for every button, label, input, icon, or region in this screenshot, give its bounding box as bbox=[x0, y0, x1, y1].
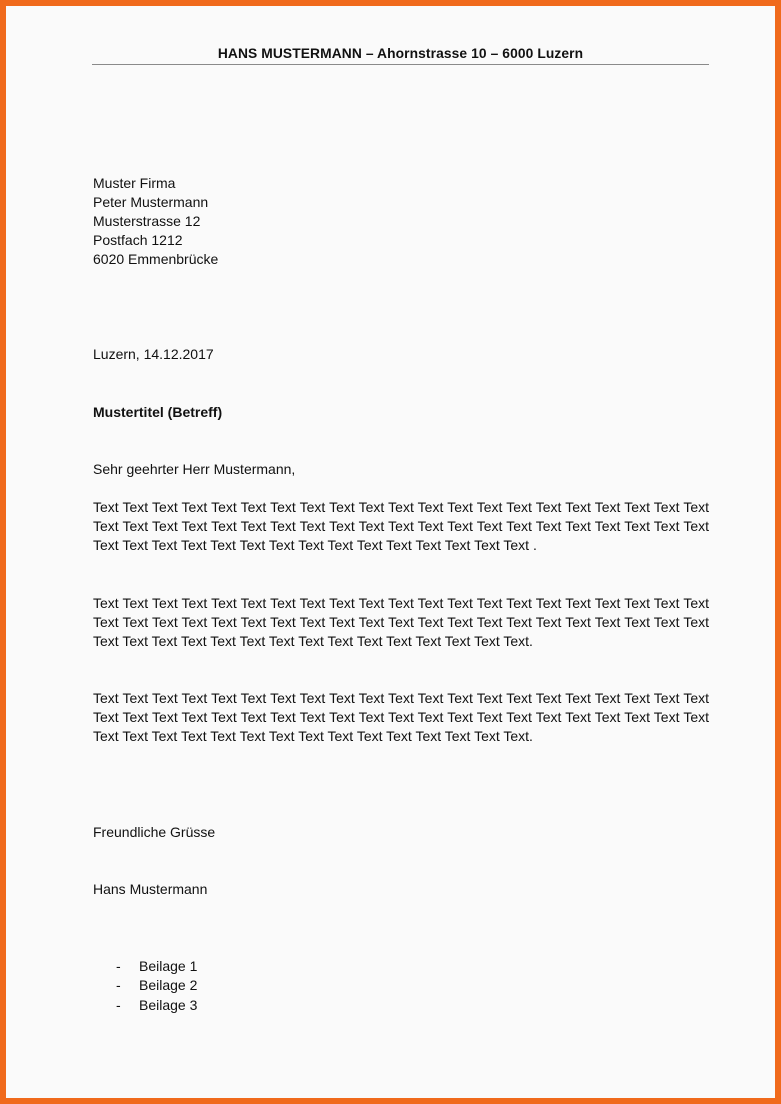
list-dash: - bbox=[116, 958, 121, 974]
body-paragraph: Text Text Text Text Text Text Text Text Text Text Text Text Text Text Text Text Text Text Text Text Text Text Text Text Text Text Text Text Text Text Text Text Text Text Text Text Text Text Text Text Text Text Text Text Text Text Text Text Text Text Text Text Text Text Text Text Text. bbox=[93, 690, 709, 744]
recipient-city: 6020 Emmenbrücke bbox=[93, 251, 219, 267]
enclosure-item bbox=[116, 976, 197, 995]
recipient-po-box: Postfach 1212 bbox=[93, 232, 183, 248]
recipient-person: Peter Mustermann bbox=[93, 194, 209, 210]
closing: Freundliche Grüsse bbox=[93, 824, 216, 840]
body-paragraph: Text Text Text Text Text Text Text Text Text Text Text Text Text Text Text Text Text Text Text Text Text Text Text Text Text Text Text Text Text Text Text Text Text Text Text Text Text Text Text Text Text Text Text Text Text Text Text Text Text Text Text Text Text Text Text Text Text . bbox=[93, 499, 709, 553]
enclosure-item bbox=[116, 957, 197, 976]
enclosure-label: Beilage 3 bbox=[139, 996, 198, 1013]
subject-line: Mustertitel (Betreff) bbox=[93, 404, 223, 420]
body-paragraph: Text Text Text Text Text Text Text Text Text Text Text Text Text Text Text Text Text Text Text Text Text Text Text Text Text Text Text Text Text Text Text Text Text Text Text Text Text Text Text Text Text Text Text Text Text Text Text Text Text Text Text Text Text Text Text Text Text. bbox=[93, 595, 709, 649]
recipient-company: Muster Firma bbox=[93, 175, 176, 191]
enclosure-label: Beilage 2 bbox=[139, 977, 198, 994]
recipient-address bbox=[93, 174, 218, 269]
list-dash: - bbox=[116, 996, 121, 1013]
recipient-street: Musterstrasse 12 bbox=[93, 213, 201, 229]
enclosure-list bbox=[116, 957, 197, 1015]
salutation: Sehr geehrter Herr Mustermann, bbox=[93, 461, 296, 477]
enclosure-item bbox=[116, 996, 197, 1015]
list-dash: - bbox=[116, 977, 121, 994]
letterhead: HANS MUSTERMANN – Ahornstrasse 10 – 6000 Luzern bbox=[217, 46, 584, 61]
place-date: Luzern, 14.12.2017 bbox=[93, 346, 214, 362]
enclosure-label: Beilage 1 bbox=[139, 958, 198, 974]
header-divider bbox=[92, 64, 709, 65]
signature-name: Hans Mustermann bbox=[93, 881, 208, 897]
